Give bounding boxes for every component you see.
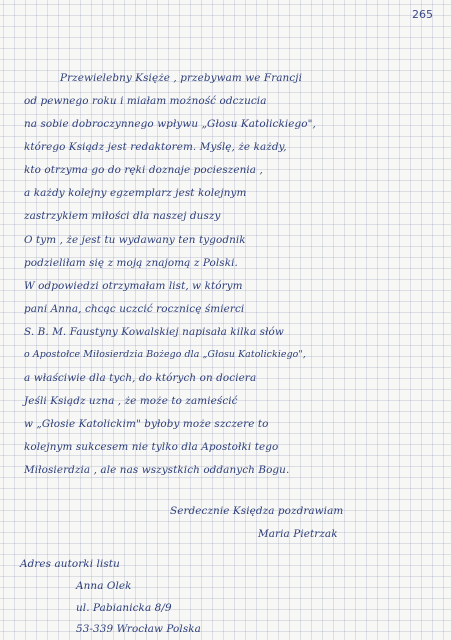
letter-line: Miłosierdzia , ale nas wszystkich oddanych Bogu. (24, 464, 290, 476)
address-name: Anna Olek (76, 580, 132, 592)
letter-line: od pewnego roku i miałam możność odczucia (24, 95, 267, 107)
letter-line: Jeśli Ksiądz uzna , że może to zamieścić (24, 395, 238, 407)
letter-line: O tym , że jest tu wydawany ten tygodnik (24, 234, 246, 246)
address-label: Adres autorki listu (20, 558, 120, 570)
letter-line: w „Głosie Katolickim" byłoby może szczere to (24, 418, 269, 430)
letter-line: podzieliłam się z moją znajomą z Polski. (24, 257, 238, 269)
page-number: 265 (412, 8, 433, 21)
letter-line: zastrzykiem miłości dla naszej duszy (24, 210, 221, 222)
letter-line: pani Anna, chcąc uczcić rocznicę śmierci (24, 303, 245, 315)
letter-line: kto otrzyma go do ręki doznaje pocieszenia , (24, 164, 263, 176)
letter-line: o Apostołce Miłosierdzia Bożego dla „Głosu Katolickiego", (24, 349, 306, 360)
letter-line: którego Ksiądz jest redaktorem. Myślę, że każdy, (24, 141, 287, 153)
signature-closing: Serdecznie Księdza pozdrawiam (170, 505, 344, 517)
address-city: 53-339 Wrocław Polska (76, 623, 201, 635)
letter-line: S. B. M. Faustyny Kowalskiej napisała kilka słów (24, 326, 284, 338)
letter-line: W odpowiedzi otrzymałam list, w którym (24, 280, 243, 292)
letter-line: kolejnym sukcesem nie tylko dla Apostołki tego (24, 441, 279, 453)
letter-line: Przewielebny Księże , przebywam we Francji (60, 72, 303, 84)
letter-line: a każdy kolejny egzemplarz jest kolejnym (24, 187, 247, 199)
address-street: ul. Pabianicka 8/9 (76, 602, 172, 614)
signature-name: Maria Pietrzak (258, 528, 338, 540)
letter-line: na sobie dobroczynnego wpływu „Głosu Katolickiego", (24, 118, 316, 130)
letter-line: a właściwie dla tych, do których on dociera (24, 372, 257, 384)
